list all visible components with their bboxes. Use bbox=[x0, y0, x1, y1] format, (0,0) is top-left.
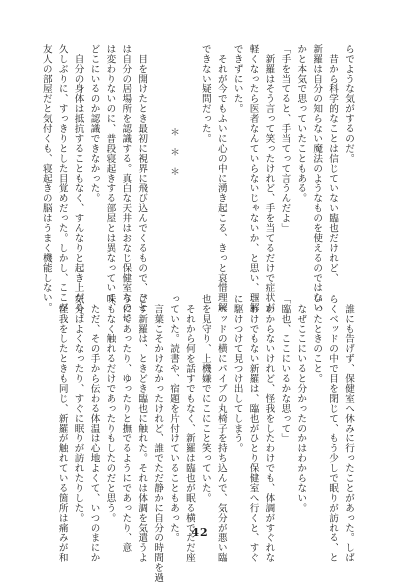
text-column: 友人の部屋だと気付くも、寝起きの脳はうまく機能しない。 bbox=[40, 44, 52, 313]
text-column: 誰にも告げず、保健室へ休みに行ったことがあった。しば bbox=[343, 294, 354, 563]
text-column: 昔から科学的なことは信じていない臨也だけれど、 bbox=[327, 44, 339, 283]
text-column: ごす新羅は、ときどき臨也に触れた。それは体調を気遣うよ bbox=[136, 294, 148, 563]
text-column: 気分はよくなったり、すぐに眠りが訪れたりした。 bbox=[72, 294, 84, 523]
text-column: それが今でもふいに心の中に湧き起こる、きっと哀惜理解 bbox=[215, 44, 227, 313]
text-column: 目を開けたとき最初に視界に飛び込んでくるもので、ひと bbox=[136, 44, 148, 313]
text-column: 新羅はそう言って笑ったけれど、手を当てるだけで症状が bbox=[263, 44, 275, 313]
text-column: らでような気がするのだ。 bbox=[343, 44, 354, 164]
page-number: 42 bbox=[191, 526, 209, 539]
text-column: 自分の身体は抵抗することもなく、すんなりと起き上がる。 bbox=[72, 44, 84, 323]
text-column: いわけでもない新羅は、臨也がひとり保健室へ行くと、すぐ bbox=[247, 294, 259, 563]
text-column: できない疑問だった。 bbox=[199, 44, 211, 144]
text-column: 「臨也、ここにいるかな思って」 bbox=[279, 294, 291, 444]
blank-column bbox=[181, 44, 197, 260]
text-column: いったときのこと。 bbox=[311, 294, 323, 384]
text-column: 怪我をしたときも同じ、新羅が触れている箇所は痛みが和 bbox=[56, 294, 68, 563]
section-break: ＊ ＊ ＊ bbox=[168, 127, 180, 177]
blank-column bbox=[149, 44, 165, 260]
text-column: 軽くなったら医者なんていらないじゃないか、と思い、理解 bbox=[247, 44, 259, 313]
text-column: は変わりないのに、普段寝起きする部屋とは異なっていて、 bbox=[104, 44, 116, 313]
text-column: ただ、その手から伝わる体温は心地よくて、いつのまにか bbox=[88, 294, 100, 563]
text-column: それから何を話すでもなく、新羅は臨也が眠る横でただ座 bbox=[183, 294, 195, 563]
text-column: かと本気で思っていたこともある。 bbox=[295, 44, 307, 204]
text-column: に駆けつけて見つけ出してしまう。 bbox=[231, 294, 243, 454]
text-column: できずにいた。 bbox=[231, 44, 243, 114]
upper-text-block bbox=[38, 44, 356, 323]
text-column: 「手を当てると、手当てって言うんだよ」 bbox=[279, 44, 291, 234]
text-column: は自分の居場所を認識する。真白な天井はおなじ保健室なのに bbox=[120, 44, 132, 323]
text-column: 也を見守り、上機嫌でにこにこと笑っていた。 bbox=[199, 294, 211, 503]
text-column: わからないけれど、怪我をしたわけでも、体調がすぐれな bbox=[263, 294, 275, 563]
text-column: うにであったり、ゆったりと撫でるようにであったり、意 bbox=[120, 294, 132, 553]
text-column: 久しぶりに、すっきりとした目覚めだった。しかし、ここが bbox=[56, 44, 68, 313]
text-column: ベッドの横にパイプの丸椅子を持ち込んで、気分が悪い臨 bbox=[215, 294, 227, 563]
text-column: 味もなく触れるだけであったりもしたのだと思う。 bbox=[104, 294, 116, 523]
text-column: 言葉こそかけなかったけれど、誰でただ静かに自分の時間を過 bbox=[152, 294, 164, 583]
text-column: 新羅は自分の知らない魔法のようなものを使えるのではない bbox=[311, 44, 323, 313]
text-column: っていた。読書や、宿題を片付けていることもあった。 bbox=[168, 294, 180, 543]
text-column: らくベッドの中で目を閉じて、もう少しで眠りが訪れる、と bbox=[327, 294, 339, 563]
text-column: どこにいるのか認識できなかった。 bbox=[88, 44, 100, 204]
text-column: なぜここにいると分かったのかはわからない。 bbox=[295, 294, 307, 513]
